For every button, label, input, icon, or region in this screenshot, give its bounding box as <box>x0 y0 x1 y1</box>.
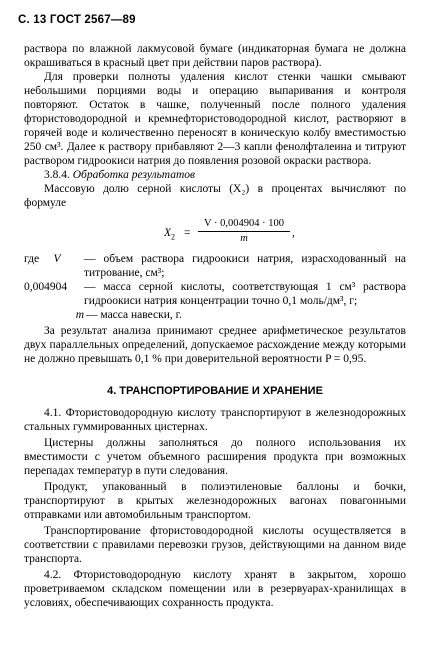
paragraph-packed-product: Продукт, упакованный в полиэтиленовые баллоны и бочки, транспортируют в крытых железнодорожных вагонах повагонными отправками или автомобильным транспортом. <box>24 481 406 521</box>
formula-denominator: m <box>240 233 248 244</box>
paragraph-result: За результат анализа принимают среднее арифметическое результатов двух параллельных определений, допускаемое расхождение между которыми не должно превышать 0,1 % при доверительной вероятности P = 0,95. <box>24 325 406 365</box>
paragraph-acid-check: Для проверки полноты удаления кислот стенки чашки смывают небольшими порциями воды и операцию выпаривания и контроля повторяют. Остаток в чашке, полученный после полного удаления фтористоводородной и кремнефтористоводородной кислот, растворяют в горячей воде и количественно переносят в коническую колбу вместимостью 250 см³. Далее к раствору прибавляют 2—3 капли фенолфталеина и титруют раствором гидроокиси натрия до появления розовой окраски раствора. <box>24 71 406 167</box>
formula-fraction <box>198 218 290 245</box>
definition-v <box>24 252 406 280</box>
definition-symbol: V <box>53 253 61 265</box>
formula-equals: = <box>184 227 191 239</box>
formula-lhs-subscript: 2 <box>171 232 176 242</box>
section-title-4: 4. ТРАНСПОРТИРОВАНИЕ И ХРАНЕНИЕ <box>107 385 323 397</box>
definition-symbol: m <box>75 309 84 321</box>
paragraph-4-1: 4.1. Фтористоводородную кислоту транспортируют в железнодорожных стальных гуммированных цистернах. <box>24 407 406 433</box>
formula-lhs <box>164 226 175 244</box>
formula-numerator: V · 0,004904 · 100 <box>198 218 290 232</box>
definition-term <box>24 308 86 322</box>
subsection-number: 3.8.4. <box>44 169 70 181</box>
definition-term <box>24 252 84 266</box>
formula-trail: , <box>292 227 295 239</box>
definition-desc: — масса серной кислоты, соответствующая 1 см³ раствора гидроокиси натрия концентрации точно 0,1 моль/дм³, г; <box>84 281 406 307</box>
definition-m <box>24 308 406 322</box>
formula-x2 <box>24 218 406 246</box>
formula-lhs-symbol: X <box>164 227 172 239</box>
definition-desc: — масса навески, г. <box>86 309 182 321</box>
subsection-title: Обработка результатов <box>72 169 195 181</box>
definition-symbol: 0,004904 <box>24 281 68 293</box>
definition-term <box>24 280 84 294</box>
paragraph-continuation: раствора по влажной лакмусовой бумаге (индикаторная бумага не должна окрашиваться в красный цвет при действии паров раствора). <box>24 43 406 69</box>
paragraph-formula-intro: Массовую долю серной кислоты (X₂) в процентах вычисляют по формуле <box>24 183 406 209</box>
paragraph-4-2: 4.2. Фтористоводородную кислоту хранят в закрытом, хорошо проветриваемом складском помещении или в резервуарах-хранилищах в условиях, обеспечивающих сохранность продукта. <box>24 569 406 609</box>
page-content <box>24 42 406 610</box>
page-header: С. 13 ГОСТ 2567—89 <box>18 14 136 26</box>
paragraph-transport-rules: Транспортирование фтористоводородной кислоты осуществляется в соответствии с правилами перевозки грузов, действующими на данном виде транспорта. <box>24 525 406 565</box>
definition-desc: — объем раствора гидроокиси натрия, израсходованный на титрование, см³; <box>84 253 406 279</box>
definition-prefix: где <box>24 253 40 265</box>
definition-constant <box>24 280 406 308</box>
subsection-3-8-4 <box>24 168 406 182</box>
paragraph-tanks: Цистерны должны заполняться до полного использования их вместимости с учетом объемного расширения продукта при возможных перепадах температур в пути следования. <box>24 437 406 477</box>
